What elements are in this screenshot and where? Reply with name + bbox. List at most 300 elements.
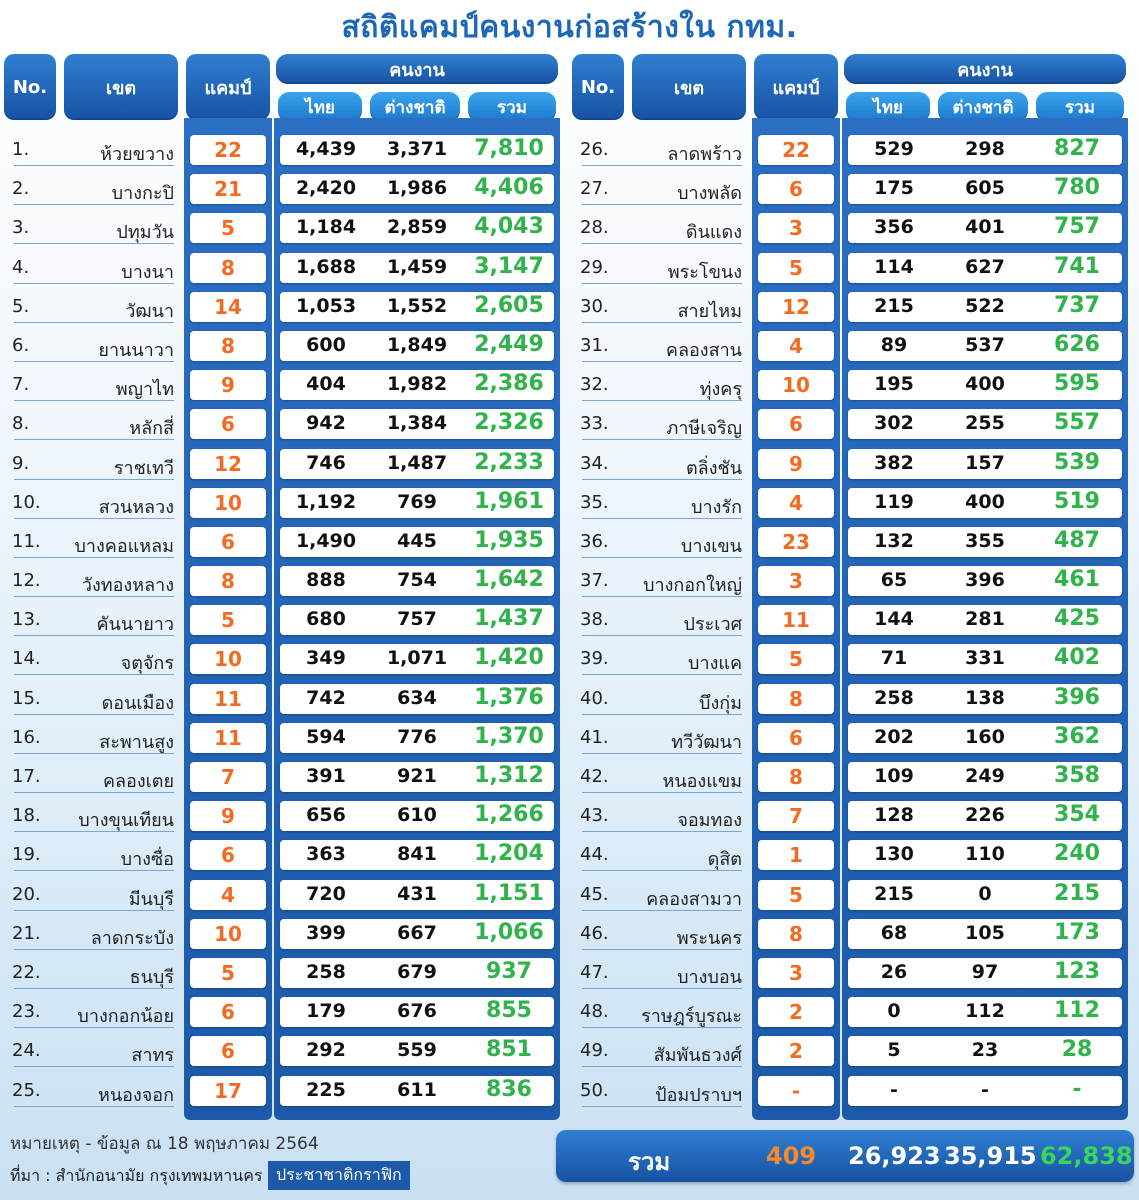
thai-workers: 656	[306, 804, 346, 827]
camp-count: 23	[782, 529, 810, 554]
thai-workers: 109	[874, 765, 914, 787]
row-number: 20.	[12, 883, 41, 905]
foreign-workers: 537	[965, 333, 1005, 356]
district-name: ราษฎร์บูรณะ	[641, 1006, 742, 1028]
row-number: 27.	[580, 178, 609, 200]
district-name: บางกะปิ	[111, 183, 174, 205]
thai-workers: 720	[306, 882, 346, 905]
foreign-workers: 1,982	[386, 373, 448, 396]
foreign-workers: 605	[965, 177, 1005, 200]
total-workers: 396	[1054, 684, 1100, 710]
district-name: พระโขนง	[667, 261, 742, 283]
row-number: 11.	[12, 530, 41, 552]
district-name: สัมพันธวงศ์	[653, 1045, 742, 1067]
district-name: ยานนาวา	[98, 339, 174, 361]
total-workers: 1,312	[474, 763, 544, 788]
district-name: ทุ่งครุ	[699, 379, 742, 401]
total-workers: 2,233	[474, 449, 544, 475]
table-row	[4, 837, 560, 876]
table-row	[572, 798, 1128, 837]
thai-workers: 391	[306, 765, 346, 787]
district-name: หลักสี่	[129, 418, 174, 440]
camp-count: 11	[214, 725, 242, 750]
row-number: 41.	[580, 726, 609, 748]
camp-count: 12	[214, 451, 242, 476]
total-workers: 2,605	[474, 292, 544, 318]
thai-workers: 128	[874, 804, 914, 827]
table-row	[572, 955, 1128, 994]
total-workers: 1,370	[474, 723, 544, 749]
row-number: 39.	[580, 648, 609, 670]
district-name: บางซื่อ	[120, 849, 174, 871]
thai-workers: 600	[306, 333, 346, 356]
camp-count: 4	[221, 882, 235, 907]
table-row	[572, 563, 1128, 602]
header-no: No.	[572, 54, 624, 120]
camp-count: 10	[782, 373, 810, 398]
camp-count: 5	[789, 647, 803, 672]
row-number: 45.	[580, 883, 609, 905]
summary-thai: 26,923	[848, 1142, 941, 1170]
table-row	[572, 406, 1128, 445]
table-row	[4, 955, 560, 994]
row-number: 35.	[580, 491, 609, 513]
header-foreign: ต่างชาติ	[938, 92, 1028, 122]
header-no: No.	[4, 54, 56, 120]
row-number: 17.	[12, 766, 41, 787]
table-row	[4, 485, 560, 524]
table-row	[4, 250, 560, 289]
camp-count: 8	[789, 765, 803, 789]
row-number: 3.	[12, 217, 30, 239]
thai-workers: 130	[874, 843, 914, 866]
camp-count: 8	[789, 921, 803, 946]
row-number: 23.	[12, 1001, 41, 1023]
row-number: 2.	[12, 178, 30, 200]
district-name: พญาไท	[115, 379, 174, 401]
table-row	[4, 367, 560, 406]
district-name: สายไหม	[677, 300, 742, 322]
district-name: หนองจอก	[97, 1084, 174, 1106]
row-number: 34.	[580, 452, 609, 474]
table-row	[4, 524, 560, 563]
thai-workers: 404	[306, 373, 346, 396]
district-name: วัฒนา	[125, 300, 174, 322]
foreign-workers: 249	[965, 765, 1005, 787]
row-number: 5.	[12, 295, 30, 317]
foreign-workers: 610	[397, 804, 437, 827]
table-row	[572, 210, 1128, 249]
foreign-workers: 559	[397, 1039, 437, 1062]
camp-count: 9	[221, 804, 235, 829]
row-number: 24.	[12, 1040, 41, 1062]
header-camp: แคมป์	[754, 54, 838, 120]
table-row	[4, 681, 560, 720]
table-row	[572, 289, 1128, 328]
thai-workers: 225	[306, 1078, 346, 1101]
district-name: วังทองหลาง	[81, 575, 174, 597]
total-workers: 487	[1054, 527, 1100, 553]
thai-workers: 195	[874, 373, 914, 396]
table-row	[572, 994, 1128, 1033]
camp-count: 9	[221, 373, 235, 398]
camp-count: 3	[789, 216, 803, 241]
camp-count: 6	[221, 412, 235, 437]
table-row	[4, 916, 560, 955]
foreign-workers: 1,849	[386, 333, 448, 356]
camp-count: 12	[782, 294, 810, 319]
total-workers: 827	[1054, 136, 1100, 161]
district-name: บางบอน	[677, 966, 742, 988]
table-row	[4, 877, 560, 916]
table-row	[572, 681, 1128, 720]
total-workers: 2,326	[474, 410, 544, 436]
table-row	[572, 171, 1128, 210]
foreign-workers: 3,371	[386, 138, 448, 160]
foreign-workers: 1,552	[386, 294, 448, 317]
district-name: พระนคร	[676, 927, 742, 949]
thai-workers: 1,688	[295, 255, 357, 278]
total-workers: 595	[1054, 371, 1100, 397]
table-row	[572, 1033, 1128, 1072]
foreign-workers: 776	[397, 725, 437, 748]
table-row	[4, 289, 560, 328]
header-camp: แคมป์	[186, 54, 270, 120]
table-row	[4, 602, 560, 641]
thai-workers: 5	[887, 1039, 901, 1062]
foreign-workers: 757	[397, 608, 437, 631]
district-name: มีนบุรี	[128, 888, 174, 910]
total-workers: 402	[1054, 645, 1100, 671]
foreign-workers: 627	[965, 255, 1005, 278]
thai-workers: 1,490	[295, 529, 357, 552]
camp-count: 6	[221, 843, 235, 868]
district-name: บางรัก	[691, 496, 742, 518]
district-name: ดุสิต	[707, 849, 742, 871]
thai-workers: 4,439	[295, 138, 357, 160]
thai-workers: 258	[306, 960, 346, 983]
foreign-workers: 0	[978, 882, 992, 905]
total-workers: 2,386	[474, 371, 544, 397]
district-name: หนองแขม	[662, 771, 742, 792]
thai-workers: 89	[880, 333, 908, 356]
row-number: 4.	[12, 256, 30, 278]
thai-workers: 1,053	[295, 294, 357, 317]
row-number: 14.	[12, 648, 41, 670]
table-row	[572, 837, 1128, 876]
footnote: หมายเหตุ - ข้อมูล ณ 18 พฤษภาคม 2564	[10, 1134, 319, 1154]
total-workers: 28	[1061, 1037, 1093, 1063]
thai-workers: 71	[880, 647, 908, 670]
total-workers: 1,066	[474, 919, 544, 945]
district-name: จอมทอง	[677, 810, 742, 832]
thai-workers: 119	[874, 490, 914, 513]
table-row	[4, 798, 560, 837]
thai-workers: 529	[874, 138, 914, 160]
camp-count: 5	[221, 216, 235, 241]
foreign-workers: 611	[397, 1078, 437, 1101]
foreign-workers: 522	[965, 294, 1005, 317]
camp-count: 6	[221, 529, 235, 554]
row-number: 26.	[580, 139, 609, 160]
foreign-workers: -	[981, 1078, 989, 1101]
row-number: 9.	[12, 452, 30, 474]
camp-count: 5	[789, 882, 803, 907]
right-rows	[572, 132, 1128, 1112]
camp-count: 6	[221, 1000, 235, 1025]
total-workers: 1,151	[474, 880, 544, 906]
district-name: บางพลัด	[677, 183, 742, 205]
row-number: 8.	[12, 413, 30, 435]
table-row	[4, 328, 560, 367]
total-workers: 737	[1054, 292, 1100, 318]
row-number: 13.	[12, 609, 41, 631]
foreign-workers: 355	[965, 529, 1005, 552]
table-row	[572, 328, 1128, 367]
foreign-workers: 401	[965, 216, 1005, 239]
row-number: 40.	[580, 687, 609, 709]
thai-workers: 942	[306, 412, 346, 435]
total-workers: -	[1072, 1076, 1082, 1102]
foreign-workers: 331	[965, 647, 1005, 670]
foreign-workers: 157	[965, 451, 1005, 474]
row-number: 21.	[12, 922, 41, 944]
foreign-workers: 1,384	[386, 412, 448, 435]
row-number: 31.	[580, 334, 609, 356]
table-row	[4, 210, 560, 249]
table-row	[572, 641, 1128, 680]
district-name: บางกอกน้อย	[77, 1006, 174, 1028]
foreign-workers: 97	[971, 960, 999, 983]
table-row	[572, 524, 1128, 563]
district-name: คลองสาน	[665, 339, 742, 361]
source-text: ที่มา : สำนักอนามัย กรุงเทพมหานคร	[10, 1166, 263, 1185]
page-title: สถิติแคมป์คนงานก่อสร้างใน กทม.	[341, 10, 798, 45]
row-number: 47.	[580, 961, 609, 983]
total-workers: 112	[1054, 998, 1100, 1024]
camp-count: 11	[214, 686, 242, 711]
thai-workers: 356	[874, 216, 914, 239]
total-workers: 836	[486, 1076, 532, 1102]
thai-workers: 202	[874, 725, 914, 748]
foreign-workers: 105	[965, 921, 1005, 944]
foreign-workers: 110	[965, 843, 1005, 866]
foreign-workers: 754	[397, 569, 437, 592]
district-name: คันนายาว	[96, 614, 174, 636]
camp-count: 22	[214, 138, 242, 162]
table-row	[4, 171, 560, 210]
row-number: 49.	[580, 1040, 609, 1062]
total-workers: 1,376	[474, 684, 544, 710]
district-name: บางเขน	[680, 535, 742, 557]
foreign-workers: 921	[397, 765, 437, 787]
thai-workers: 258	[874, 686, 914, 709]
camp-count: 4	[789, 333, 803, 358]
camp-count: 6	[789, 412, 803, 437]
district-name: บึงกุ่ม	[699, 692, 742, 714]
camp-count: 6	[789, 725, 803, 750]
camp-count: 3	[789, 960, 803, 985]
thai-workers: 132	[874, 529, 914, 552]
header-thai: ไทย	[846, 92, 930, 122]
camp-count: 9	[789, 451, 803, 476]
total-workers: 519	[1054, 488, 1100, 514]
total-workers: 1,961	[474, 488, 544, 514]
camp-count: 8	[221, 255, 235, 280]
table-row	[572, 250, 1128, 289]
row-number: 7.	[12, 374, 30, 396]
row-number: 6.	[12, 334, 30, 356]
total-workers: 557	[1054, 410, 1100, 436]
table-row	[4, 720, 560, 759]
camp-count: 11	[782, 608, 810, 633]
foreign-workers: 1,071	[386, 647, 448, 670]
foreign-workers: 255	[965, 412, 1005, 435]
row-number: 1.	[12, 139, 30, 160]
total-workers: 2,449	[474, 331, 544, 357]
camp-count: 1	[789, 843, 803, 868]
foreign-workers: 23	[971, 1039, 999, 1062]
thai-workers: 382	[874, 451, 914, 474]
total-workers: 539	[1054, 449, 1100, 475]
thai-workers: 215	[874, 882, 914, 905]
row-number: 29.	[580, 256, 609, 278]
total-workers: 3,147	[474, 253, 544, 279]
total-workers: 937	[486, 958, 532, 984]
row-number: 44.	[580, 844, 609, 866]
foreign-workers: 226	[965, 804, 1005, 827]
district-name: ธนบุรี	[129, 966, 174, 988]
thai-workers: 1,184	[295, 216, 357, 239]
foreign-workers: 2,859	[386, 216, 448, 239]
camp-count: 8	[789, 686, 803, 711]
district-name: ราชเทวี	[113, 457, 174, 479]
total-workers: 1,204	[474, 841, 544, 867]
thai-workers: 742	[306, 686, 346, 709]
district-name: บางขุนเทียน	[78, 810, 174, 832]
camp-count: 8	[221, 569, 235, 594]
total-workers: 855	[486, 998, 532, 1024]
table-row	[572, 367, 1128, 406]
row-number: 36.	[580, 530, 609, 552]
thai-workers: -	[890, 1078, 898, 1101]
district-name: ดินแดง	[685, 222, 742, 244]
camp-count: 5	[221, 960, 235, 985]
camp-count: 2	[789, 1039, 803, 1064]
table-row	[4, 994, 560, 1033]
table-row	[4, 641, 560, 680]
district-name: บางกอกใหญ่	[643, 575, 742, 597]
table-row	[4, 1033, 560, 1072]
foreign-workers: 841	[397, 843, 437, 866]
foreign-workers: 1,487	[386, 451, 448, 474]
thai-workers: 215	[874, 294, 914, 317]
table-row	[4, 1073, 560, 1112]
foreign-workers: 769	[397, 490, 437, 513]
thai-workers: 292	[306, 1039, 346, 1062]
foreign-workers: 112	[965, 1000, 1005, 1023]
row-number: 38.	[580, 609, 609, 631]
camp-count: 2	[789, 1000, 803, 1025]
district-name: สะพานสูง	[99, 731, 174, 753]
summary-label: รวม	[628, 1148, 671, 1176]
district-name: บางนา	[121, 261, 174, 283]
summary-foreign: 35,915	[944, 1142, 1037, 1170]
header-total: รวม	[468, 92, 556, 122]
thai-workers: 0	[887, 1000, 901, 1023]
thai-workers: 1,192	[295, 490, 357, 513]
camp-count: 6	[789, 177, 803, 202]
camp-count: 7	[221, 765, 235, 789]
foreign-workers: 396	[965, 569, 1005, 592]
total-workers: 1,437	[474, 606, 544, 632]
row-number: 42.	[580, 766, 609, 787]
foreign-workers: 634	[397, 686, 437, 709]
total-workers: 1,266	[474, 802, 544, 828]
row-number: 43.	[580, 805, 609, 827]
thai-workers: 746	[306, 451, 346, 474]
thai-workers: 68	[880, 921, 908, 944]
table-row	[572, 759, 1128, 798]
foreign-workers: 431	[397, 882, 437, 905]
foreign-workers: 281	[965, 608, 1005, 631]
camp-count: 17	[214, 1078, 242, 1103]
thai-workers: 26	[880, 960, 908, 983]
row-number: 18.	[12, 805, 41, 827]
camp-count: 7	[789, 804, 803, 829]
header-foreign: ต่างชาติ	[370, 92, 460, 122]
row-number: 19.	[12, 844, 41, 866]
total-workers: 461	[1054, 567, 1100, 593]
brand-badge: ประชาชาติกราฟิก	[268, 1161, 410, 1190]
camp-count: 21	[214, 177, 242, 202]
total-workers: 425	[1054, 606, 1100, 632]
district-name: จตุจักร	[120, 653, 174, 675]
header-total: รวม	[1036, 92, 1124, 122]
row-number: 15.	[12, 687, 41, 709]
header-workers: คนงาน	[276, 54, 558, 84]
table-row	[572, 720, 1128, 759]
total-workers: 626	[1054, 331, 1100, 357]
table-row	[572, 446, 1128, 485]
total-workers: 851	[486, 1037, 532, 1063]
total-workers: 1,642	[474, 567, 544, 593]
total-workers: 215	[1054, 880, 1100, 906]
district-name: ดอนเมือง	[101, 692, 174, 714]
row-number: 30.	[580, 295, 609, 317]
thai-workers: 175	[874, 177, 914, 200]
district-name: ทวีวัฒนา	[671, 731, 742, 753]
summary-total: 62,838	[1040, 1142, 1133, 1170]
total-workers: 4,406	[474, 175, 544, 201]
district-name: บางแค	[688, 653, 742, 675]
district-name: บางคอแหลม	[74, 535, 174, 557]
total-workers: 1,935	[474, 527, 544, 553]
camp-count: 14	[214, 294, 242, 319]
row-number: 37.	[580, 570, 609, 592]
foreign-workers: 679	[397, 960, 437, 983]
foreign-workers: 160	[965, 725, 1005, 748]
district-name: ป้อมปราบฯ	[655, 1084, 742, 1106]
camp-count: 3	[789, 569, 803, 594]
district-name: ตลิ่งชัน	[685, 457, 742, 479]
district-name: คลองสามวา	[646, 888, 742, 910]
table-row	[572, 485, 1128, 524]
total-workers: 4,043	[474, 214, 544, 240]
thai-workers: 399	[306, 921, 346, 944]
foreign-workers: 298	[965, 138, 1005, 160]
row-number: 46.	[580, 922, 609, 944]
